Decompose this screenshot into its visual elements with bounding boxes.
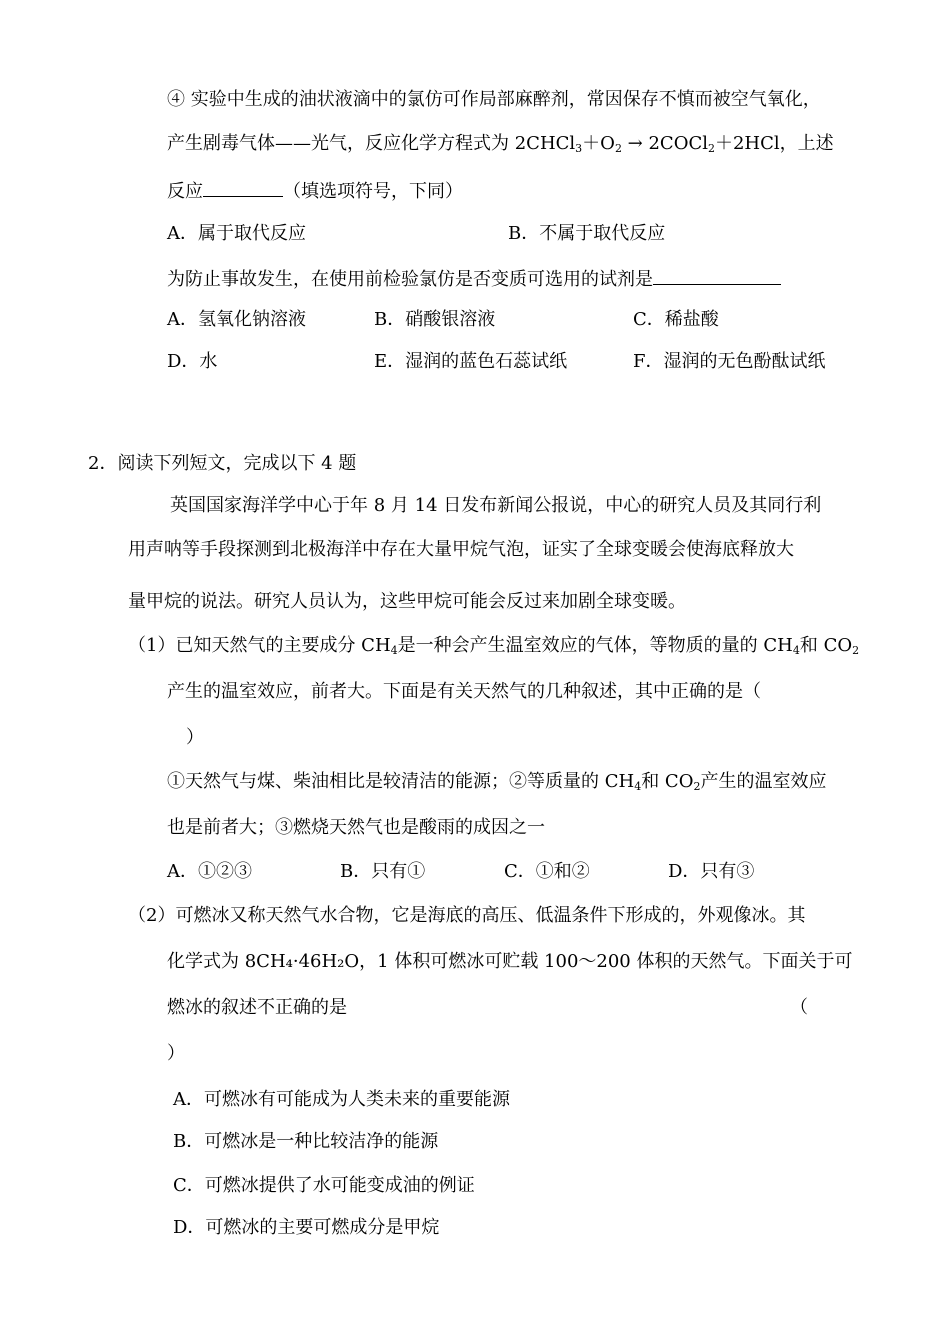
subscript: 4	[792, 644, 800, 657]
subq1-statement-line2: 也是前者大；③燃烧天然气也是酸雨的成因之一	[167, 817, 545, 838]
prompt-text: 和 CO	[641, 771, 694, 792]
subscript: 2	[707, 142, 715, 155]
subq1-line3: ）	[186, 727, 204, 748]
subq2-line2: 化学式为 8CH₄·46H₂O，1 体积可燃冰可贮载 100～200 体积的天然气。下面关于可	[167, 951, 853, 972]
subscript: 4	[390, 644, 398, 657]
subq2-option-c[interactable]: C．可燃冰提供了水可能变成油的例证	[173, 1175, 475, 1196]
answer-blank[interactable]	[203, 178, 283, 197]
equation-text: ＋2HCl，上述	[714, 133, 834, 154]
question-2-heading: 2．阅读下列短文，完成以下 4 题	[88, 453, 357, 474]
equation-text: 产生剧毒气体——光气，反应化学方程式为 2CHCl	[167, 133, 576, 154]
answer-paren-open: （	[790, 997, 808, 1018]
subscript: 4	[634, 780, 642, 793]
subq1-option-a[interactable]: A．①②③	[167, 861, 252, 882]
answer-blank[interactable]	[653, 266, 781, 285]
prompt-text: （1）已知天然气的主要成分 CH	[128, 635, 391, 656]
subq1-line1	[128, 634, 859, 658]
reagent-option-e[interactable]: E．湿润的蓝色石蕊试纸	[374, 351, 568, 372]
subq1-option-b[interactable]: B．只有①	[340, 861, 426, 882]
q1-part4-line2	[167, 132, 834, 156]
q1-part4-line3	[167, 178, 463, 204]
reagent-option-f[interactable]: F．湿润的无色酚酞试纸	[633, 351, 826, 372]
reagent-option-d[interactable]: D．水	[167, 351, 218, 372]
reagent-option-c[interactable]: C．稀盐酸	[633, 309, 719, 330]
prompt-text: 是一种会产生温室效应的气体，等物质的量的 CH	[397, 635, 793, 656]
prompt-text: （填选项符号，下同）	[283, 181, 463, 202]
subq2-option-a[interactable]: A．可燃冰有可能成为人类未来的重要能源	[173, 1089, 510, 1110]
subscript: 2	[852, 644, 860, 657]
subq1-option-d[interactable]: D．只有③	[668, 861, 755, 882]
subq2-option-b[interactable]: B．可燃冰是一种比较洁净的能源	[173, 1131, 439, 1152]
subq2-line1: （2）可燃冰又称天然气水合物，它是海底的高压、低温条件下形成的，外观像冰。其	[128, 905, 806, 926]
subscript: 2	[614, 142, 622, 155]
subq2-line3: 燃冰的叙述不正确的是	[167, 997, 347, 1018]
subq2-option-d[interactable]: D．可燃冰的主要可燃成分是甲烷	[173, 1217, 440, 1238]
q1-part4-line1: ④ 实验中生成的油状液滴中的氯仿可作局部麻醉剂，常因保存不慎而被空气氧化，	[167, 89, 821, 110]
subq1-line2: 产生的温室效应，前者大。下面是有关天然气的几种叙述，其中正确的是（	[167, 681, 761, 702]
prompt-text: 和 CO	[799, 635, 853, 656]
prompt-text: ①天然气与煤、柴油相比是较清洁的能源；②等质量的 CH	[167, 771, 635, 792]
equation-text: → 2COCl	[621, 133, 708, 154]
equation-text: ＋O	[582, 133, 615, 154]
prompt-text: 为防止事故发生，在使用前检验氯仿是否变质可选用的试剂是	[167, 269, 653, 290]
prompt-text: 产生的温室效应	[700, 771, 827, 792]
passage-line: 用声呐等手段探测到北极海洋中存在大量甲烷气泡，证实了全球变暖会使海底释放大	[128, 539, 794, 560]
reagent-question	[167, 266, 781, 292]
passage-line: 量甲烷的说法。研究人员认为，这些甲烷可能会反过来加剧全球变暖。	[128, 591, 686, 612]
option-b[interactable]: B．不属于取代反应	[508, 223, 666, 244]
subq1-statement-line1	[167, 770, 826, 794]
subscript: 3	[575, 142, 583, 155]
passage-line: 英国国家海洋学中心于年 8 月 14 日发布新闻公报说，中心的研究人员及其同行利	[170, 495, 822, 516]
prompt-text: 反应	[167, 181, 203, 202]
reagent-option-a[interactable]: A．氢氧化钠溶液	[167, 309, 306, 330]
answer-paren-close: ）	[167, 1043, 185, 1064]
subscript: 2	[693, 780, 701, 793]
reagent-option-b[interactable]: B．硝酸银溶液	[374, 309, 496, 330]
subq1-option-c[interactable]: C．①和②	[504, 861, 590, 882]
option-a[interactable]: A．属于取代反应	[167, 223, 306, 244]
